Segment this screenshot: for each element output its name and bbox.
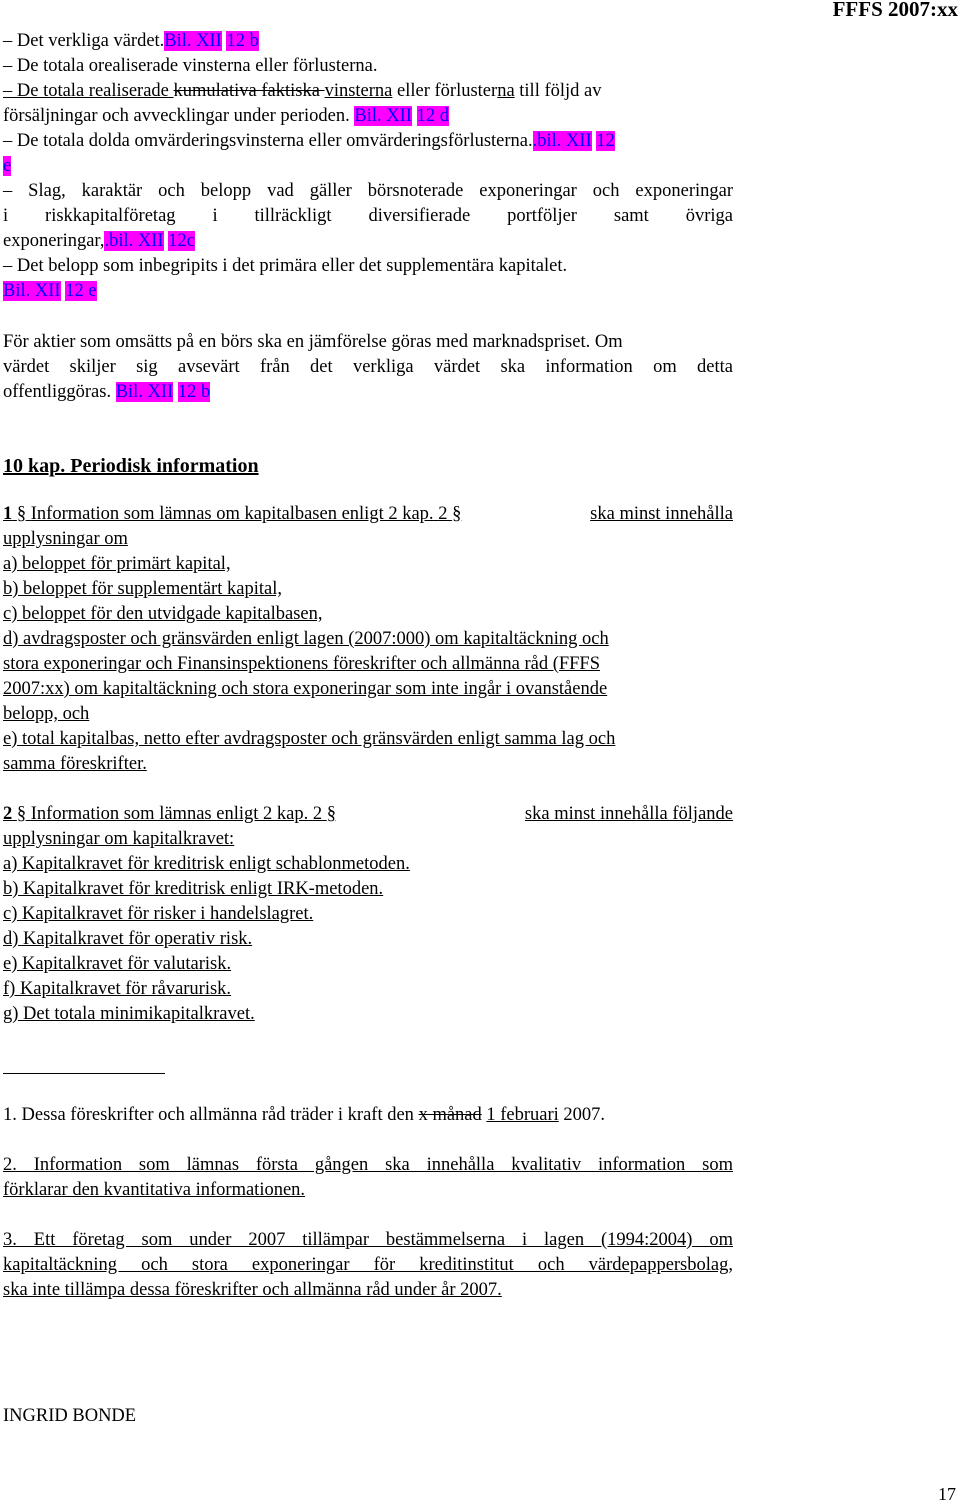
annex-ref: Bil. XII (354, 106, 412, 126)
annex-ref: 12 b (226, 31, 259, 51)
list-item: exponeringar,.bil. XII 12c (3, 231, 195, 251)
section-number: 1 (3, 504, 13, 524)
list-item: b) Kapitalkravet för kreditrisk enligt IRK-metoden. (3, 879, 384, 899)
section-sign: § (16, 504, 27, 524)
list-item: 2007:xx) om kapitaltäckning och stora exponeringar som inte ingår i ovanstående (3, 679, 608, 699)
list-item: – De totala dolda omvärderingsvinsterna eller omvärderingsförlusterna..bil. XII 12 (3, 131, 615, 151)
list-item: b) beloppet för supplementärt kapital, (3, 579, 282, 599)
struck-text: x månad (418, 1105, 482, 1125)
footnote-1: 1. Dessa föreskrifter och allmänna råd träder i kraft den x månad 1 februari 2007. (3, 1105, 606, 1125)
list-item: c) beloppet för den utvidgade kapitalbasen, (3, 604, 323, 624)
footnote-2: 2. Information som lämnas första gången ska innehålla kvalitativ information som förklarar den kvantitativa informationen. (3, 1155, 733, 1200)
struck-text: kumulativa faktiska (173, 81, 325, 101)
section-number: 2 (3, 804, 13, 824)
list-item: – Det verkliga värdet.Bil. XII 12 b (3, 31, 259, 51)
annex-ref: Bil. XII (115, 382, 174, 402)
disclosure-list (3, 29, 733, 304)
list-item: försäljningar och avvecklingar under perioden. Bil. XII 12 d (3, 106, 449, 126)
list-item: c) Kapitalkravet för risker i handelslagret. (3, 904, 314, 924)
annex-ref: .bil. XII (104, 231, 164, 251)
annex-ref: e (3, 156, 12, 176)
signature: INGRID BONDE (3, 1406, 137, 1426)
list-item: e) total kapitalbas, netto efter avdragsposter och gränsvärden enligt samma lag och (3, 729, 616, 749)
annex-ref: Bil. XII (3, 281, 61, 301)
section-1: 1 § Information som lämnas om kapitalbasen enligt 2 kap. 2 § ska minst innehålla upplysningar om a) beloppet för primärt kapital, b) beloppet för supplementärt kapital, c) beloppet för den utvidgade kapitalbasen, d) avdragsposter och gränsvärden enligt lagen (2007:000) om kapitaltäckning och stora exponeringar och Finansinspektionens föreskrifter och allmänna råd (FFFS 2007:xx) om kapitaltäckning och stora exponeringar som inte ingår i ovanstående belopp, och e) total kapitalbas, netto efter avdragsposter och gränsvärden enligt samma lag och samma föreskrifter. (3, 502, 733, 777)
list-item: belopp, och (3, 704, 90, 724)
list-item: – Slag, karaktär och belopp vad gäller börsnoterade exponeringar och exponeringar (3, 181, 733, 201)
list-item: samma föreskrifter. (3, 754, 147, 774)
list-item: – De totala orealiserade vinsterna eller förlusterna. (3, 56, 378, 76)
list-item: e) Kapitalkravet för valutarisk. (3, 954, 232, 974)
section-2: 2 § Information som lämnas enligt 2 kap. 2 § ska minst innehålla följande upplysningar om kapitalkravet: a) Kapitalkravet för kreditrisk enligt schablonmetoden. b) Kapitalkravet för kreditrisk enligt IRK-metoden. c) Kapitalkravet för risker i handelslagret. d) Kapitalkravet för operativ risk. e) Kapitalkravet för valutarisk. f) Kapitalkravet för råvarurisk. g) Det totala minimikapitalkravet. (3, 802, 733, 1027)
paragraph-market-price: För aktier som omsätts på en börs ska en jämförelse göras med marknadspriset. Om värdet skiljer sig avsevärt från det verkliga värdet ska information om detta offentliggöras. Bil. XII 12 b (3, 332, 733, 402)
list-item: i riskkapitalföretag i tillräckligt diversifierade portföljer samt övriga (3, 206, 733, 226)
annex-ref: 12 (596, 131, 615, 151)
annex-ref: .bil. XII (532, 131, 592, 151)
annex-ref: 12c (168, 231, 195, 251)
page-number: 17 (938, 1484, 956, 1504)
list-item: stora exponeringar och Finansinspektionens föreskrifter och allmänna råd (FFFS (3, 654, 601, 674)
list-item: – De totala realiserade kumulativa faktiska vinsterna eller förlusterna till följd av (3, 81, 602, 101)
list-item (3, 279, 733, 304)
annex-ref: 12 e (65, 281, 97, 301)
annex-ref: 12 b (177, 382, 211, 402)
footnote-3: 3. Ett företag som under 2007 tillämpar bestämmelserna i lagen (1994:2004) om kapitaltäckning och stora exponeringar för kreditinstitut och värdepappersbolag, ska inte tillämpa dessa föreskrifter och allmänna råd under år 2007. (3, 1230, 733, 1300)
list-item: d) Kapitalkravet för operativ risk. (3, 929, 253, 949)
annex-ref: Bil. XII (164, 31, 222, 51)
list-item: a) beloppet för primärt kapital, (3, 554, 231, 574)
list-item: d) avdragsposter och gränsvärden enligt lagen (2007:000) om kapitaltäckning och (3, 629, 609, 649)
list-item: a) Kapitalkravet för kreditrisk enligt schablonmetoden. (3, 854, 410, 874)
list-item: – Det belopp som inbegripits i det primära eller det supplementära kapitalet. (3, 256, 568, 276)
annex-ref: 12 d (416, 106, 449, 126)
list-item (3, 154, 733, 179)
chapter-heading: 10 kap. Periodisk information (3, 455, 259, 477)
footnote-divider (3, 1073, 165, 1074)
list-item: g) Det totala minimikapitalkravet. (3, 1004, 255, 1024)
document-code: FFFS 2007:xx (832, 0, 958, 21)
section-sign: § (16, 804, 27, 824)
list-item: f) Kapitalkravet för råvarurisk. (3, 979, 232, 999)
